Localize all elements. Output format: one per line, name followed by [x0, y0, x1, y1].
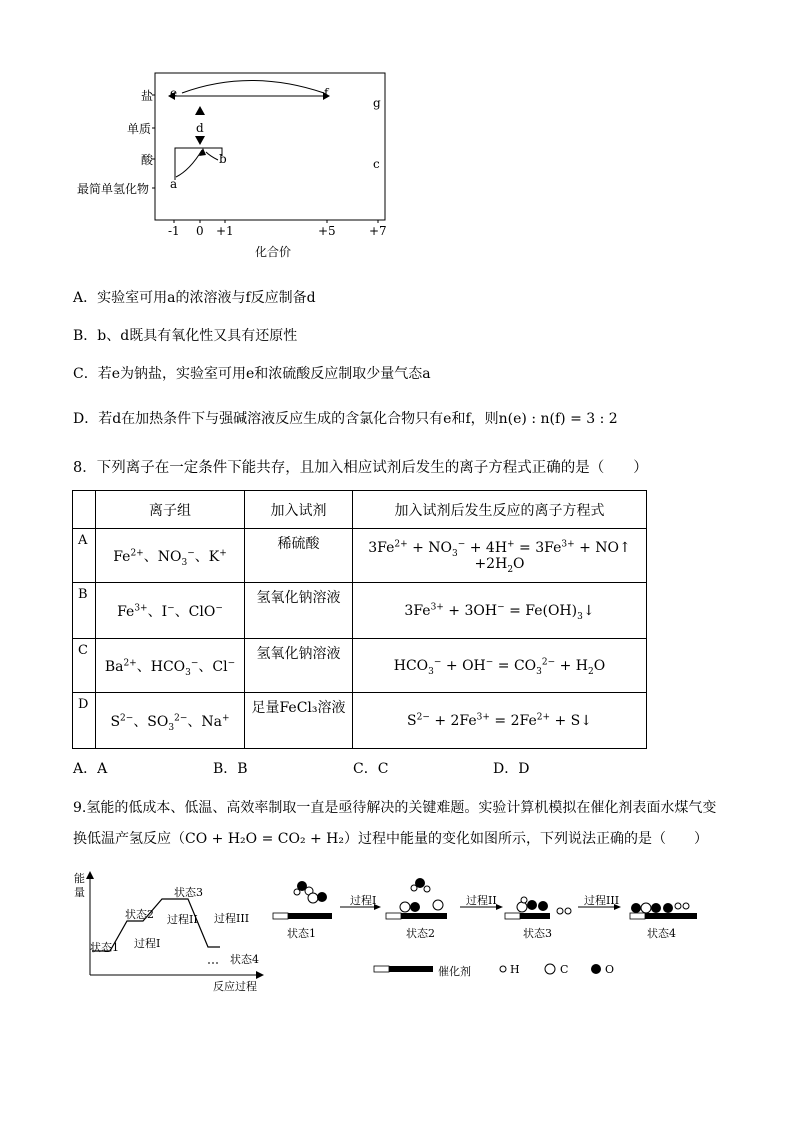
y-label-acid: 酸	[141, 153, 154, 167]
ion-group: $Ba^{2+}$、$HCO_3^-$、Cl−	[96, 639, 245, 693]
ionic-equation: $3Fe^{2+} + NO_3^- + 4H^+ = 3Fe^{3+}$ + NO↑ $+2H_2O$	[353, 529, 647, 583]
point-label-b: b	[219, 152, 227, 166]
ionic-equation: $S^{2-} + 2Fe^{3+} = 2Fe^{2+}$ + S↓	[353, 693, 647, 749]
legend-o-label: O	[605, 963, 615, 976]
x-tick: +7	[369, 224, 387, 238]
y-label-element: 单质	[127, 122, 152, 136]
answer-d: D．D	[493, 761, 530, 777]
energy-process-2: 过程II	[167, 913, 198, 926]
table-header-equation: 加入试剂后发生反应的离子方程式	[353, 491, 647, 529]
row-letter: A	[73, 529, 96, 583]
energy-diagram	[70, 868, 270, 988]
scheme-state-1: 状态1	[287, 927, 316, 940]
y-label-hydride: 最简单氢化物	[77, 182, 150, 196]
q7-option-d	[73, 408, 618, 428]
reagent: 足量FeCl₃溶液	[245, 693, 353, 749]
point-label-f: f	[324, 86, 329, 100]
x-tick: +1	[216, 224, 234, 238]
q7-option-a: A．实验室可用a的浓溶液与f反应制备d	[73, 290, 316, 306]
table-header-blank	[73, 491, 96, 529]
q7-option-d-formula: n(e) : n(f) = 3 : 2	[498, 411, 618, 427]
point-label-e: e	[170, 86, 178, 100]
q7-option-c: C．若e为钠盐，实验室可用e和浓硫酸反应制取少量气态a	[73, 366, 431, 382]
table-row	[73, 639, 647, 693]
legend-c-label: C	[560, 963, 569, 976]
answer-b: B．B	[213, 761, 248, 777]
scheme-process-3: 过程III	[584, 894, 620, 907]
reagent: 氢氧化钠溶液	[245, 583, 353, 639]
energy-y-label: 能	[74, 872, 85, 885]
scheme-state-3: 状态3	[523, 927, 552, 940]
answer-a: A．A	[73, 761, 108, 777]
legend-h-label: H	[510, 963, 520, 976]
point-label-c: c	[373, 157, 380, 171]
scheme-process-1: 过程I	[350, 894, 377, 907]
table-header-reagent: 加入试剂	[245, 491, 353, 529]
ion-group: $Fe^{3+}$、I−、ClO−	[96, 583, 245, 639]
x-tick: 0	[196, 224, 204, 238]
x-axis-label: 化合价	[255, 245, 292, 259]
scheme-state-2: 状态2	[406, 927, 435, 940]
scheme-state-4: 状态4	[647, 927, 676, 940]
legend-catalyst-label: 催化剂	[438, 965, 471, 978]
reagent: 稀硫酸	[245, 529, 353, 583]
table-row	[73, 693, 647, 749]
y-label-salt: 盐	[141, 89, 154, 103]
energy-state-3: 状态3	[174, 886, 203, 899]
q9-stem-line1: 9.氢能的低成本、低温、高效率制取一直是亟待解决的关键难题。实验计算机模拟在催化剂表面水煤气变	[73, 800, 717, 816]
energy-process-3: 过程III	[214, 912, 250, 925]
energy-y-label: 量	[74, 886, 85, 899]
table-row	[73, 529, 647, 583]
q9-equation: CO + H₂O = CO₂ + H₂	[185, 831, 345, 847]
x-tick: -1	[168, 224, 180, 238]
table-header-ions: 离子组	[96, 491, 245, 529]
scheme-process-2: 过程II	[466, 894, 497, 907]
q9-text: ）过程中能量的变化如图所示，下列说法正确的是（ ）	[344, 831, 709, 847]
answer-c: C．C	[353, 761, 389, 777]
table-row	[73, 583, 647, 639]
energy-x-label: 反应过程	[213, 980, 257, 993]
row-letter: C	[73, 639, 96, 693]
ionic-equation: $HCO_3^- + OH^- = CO_3^{2-} + H_2O$	[353, 639, 647, 693]
x-tick: +5	[318, 224, 336, 238]
ion-table	[72, 490, 647, 749]
ion-group: $Fe^{2+}$、$NO_3^-$、K+	[96, 529, 245, 583]
energy-process-1: 过程I	[134, 937, 161, 950]
energy-state-4: 状态4	[230, 953, 259, 966]
energy-state-1: 状态1	[90, 941, 119, 954]
q9-stem-line2	[73, 828, 708, 848]
row-letter: B	[73, 583, 96, 639]
q8-answers	[73, 758, 633, 778]
ion-group: $S^{2-}$、$SO_3^{2-}$、Na+	[96, 693, 245, 749]
q9-text: 换低温产氢反应（	[73, 831, 185, 847]
q7-option-b: B．b、d既具有氧化性又具有还原性	[73, 328, 298, 344]
q7-option-d-text: D．若d在加热条件下与强碱溶液反应生成的含氯化合物只有e和f，则	[73, 411, 499, 427]
q8-stem: 8．下列离子在一定条件下能共存，且加入相应试剂后发生的离子方程式正确的是（ ）	[73, 460, 648, 476]
point-label-g: g	[373, 96, 381, 110]
valence-diagram	[60, 60, 420, 260]
point-label-a: a	[170, 177, 178, 191]
row-letter: D	[73, 693, 96, 749]
catalyst-scheme	[268, 870, 708, 980]
energy-state-2: 状态2	[125, 908, 154, 921]
reagent: 氢氧化钠溶液	[245, 639, 353, 693]
ionic-equation: $3Fe^{3+} + 3OH^-$ = $Fe(OH)_3↓$	[353, 583, 647, 639]
point-label-d: d	[196, 121, 204, 135]
